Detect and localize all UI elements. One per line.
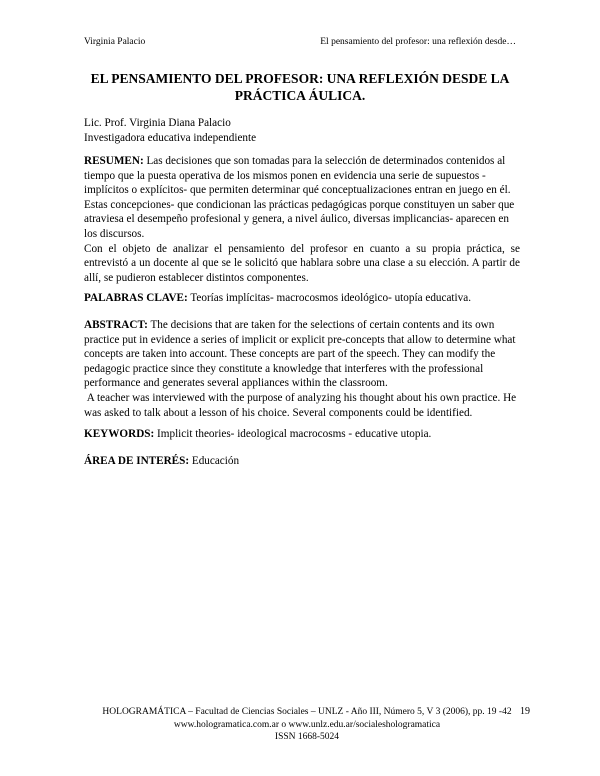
abstract-paragraph-1 bbox=[84, 318, 520, 391]
author-name: Lic. Prof. Virginia Diana Palacio bbox=[84, 117, 231, 129]
resumen-text-1: Las decisiones que son tomadas para la selección de determinados contenidos al tiempo que la puesta operativa de los mismos ponen en evidencia una serie de supuestos - implícitos o explícitos- que permiten determinar qué conceptualizaciones entran en juego en él. Estas concepciones- que condicionan las prácticas pedagógicas porque constituyen un saber que atraviesa el desempeño profesional y genera, a nivel áulico, diversas implicancias- aparecen en los discursos. bbox=[84, 155, 515, 240]
resumen-paragraph-2: Con el objeto de analizar el pensamiento del profesor en cuanto a su propia práctica, se entrevistó a un docente al que se le solicitó que hablara sobre una clase a su elección. A partir de allí, se pudieron establecer distintos componentes. bbox=[84, 242, 520, 284]
footer-journal-line: HOLOGRAMÁTICA – Facultad de Ciencias Sociales – UNLZ - Año III, Número 5, V 3 (2006), pp. 19 -42 bbox=[102, 707, 512, 717]
abstract-label: ABSTRACT: bbox=[84, 319, 148, 331]
keywords-es-text: Teorías implícitas- macrocosmos ideológico- utopía educativa. bbox=[190, 292, 472, 304]
area-section bbox=[84, 454, 520, 469]
resumen-label: RESUMEN: bbox=[84, 155, 144, 167]
keywords-es-label: PALABRAS CLAVE: bbox=[84, 292, 188, 304]
abstract-text-1: The decisions that are taken for the selections of certain contents and its own practice put in evidence a series of implicit or explicit pre-concepts that allow to determine what concepts are taken into account. These concepts are part of the speech. They can modify the pedagogic practice since they constitute a knowledge that interferes with the professional performance and generates several appliances within the classroom. bbox=[84, 319, 516, 390]
running-header bbox=[84, 37, 516, 47]
keywords-en-text: Implicit theories- ideological macrocosms - educative utopia. bbox=[157, 428, 432, 440]
abstract-paragraph-2 bbox=[84, 391, 520, 420]
abstract-section bbox=[84, 318, 520, 420]
page-footer bbox=[84, 706, 530, 744]
keywords-en-section bbox=[84, 427, 520, 442]
header-author: Virginia Palacio bbox=[84, 37, 146, 47]
resumen-section bbox=[84, 154, 520, 285]
abstract-text-2: A teacher was interviewed with the purpose of analyzing his thought about his own practice. He was asked to talk about a lesson of his choice. Several components could be identified. bbox=[84, 391, 517, 419]
author-affiliation: Investigadora educativa independiente bbox=[84, 131, 257, 144]
footer-issn-line: ISSN 1668-5024 bbox=[274, 732, 340, 742]
author-block bbox=[84, 116, 520, 145]
area-text: Educación bbox=[191, 455, 240, 467]
keywords-en-label: KEYWORDS: bbox=[84, 428, 155, 440]
article-title: EL PENSAMIENTO DEL PROFESOR: UNA REFLEXIÓN DESDE LA PRÁCTICA ÁULICA. bbox=[90, 71, 510, 103]
page-number: 19 bbox=[520, 706, 530, 717]
keywords-es-section bbox=[84, 291, 520, 306]
footer-url-line: www.hologramatica.com.ar o www.unlz.edu.ar/socialeshologramatica bbox=[173, 719, 441, 730]
header-short-title: El pensamiento del profesor: una reflexión desde… bbox=[320, 37, 516, 47]
resumen-paragraph-1 bbox=[84, 154, 520, 242]
area-label: ÁREA DE INTERÉS: bbox=[84, 455, 190, 467]
